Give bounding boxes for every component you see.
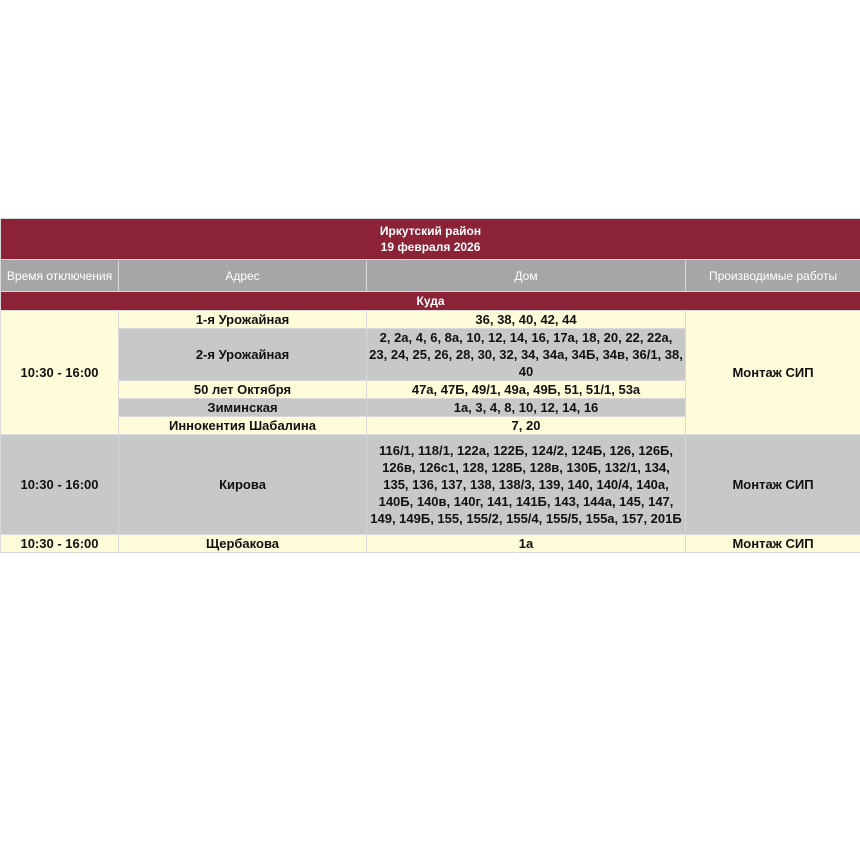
header-works: Производимые работы — [686, 260, 860, 292]
street-cell: 50 лет Октября — [119, 381, 367, 399]
table-row — [1, 535, 860, 553]
houses-cell: 7, 20 — [367, 417, 686, 435]
houses-cell: 1а — [367, 535, 686, 553]
houses-cell: 116/1, 118/1, 122а, 122Б, 124/2, 124Б, 126, 126Б, 126в, 126с1, 128, 128Б, 128в, 130Б, 132/1, 134, 135, 136, 137, 138, 138/3, 139, 140, 140/4, 140а, 140Б, 140в, 140г, 141, 141Б, 143, 144а, 145, 147, 149, 149Б, 155, 155/2, 155/4, 155/5, 155а, 157, 201Б — [367, 435, 686, 535]
table-row — [1, 311, 860, 329]
section-row — [1, 292, 860, 311]
time-cell: 10:30 - 16:00 — [1, 311, 119, 435]
houses-cell: 36, 38, 40, 42, 44 — [367, 311, 686, 329]
header-row — [1, 260, 860, 292]
header-time: Время отключения — [1, 260, 119, 292]
houses-cell: 47а, 47Б, 49/1, 49а, 49Б, 51, 51/1, 53а — [367, 381, 686, 399]
outage-schedule-table — [0, 218, 860, 553]
street-cell: Зиминская — [119, 399, 367, 417]
street-cell: 2-я Урожайная — [119, 329, 367, 381]
works-cell: Монтаж СИП — [686, 535, 860, 553]
time-cell: 10:30 - 16:00 — [1, 535, 119, 553]
works-cell: Монтаж СИП — [686, 311, 860, 435]
street-cell: 1-я Урожайная — [119, 311, 367, 329]
table-row — [1, 435, 860, 535]
houses-cell: 1а, 3, 4, 8, 10, 12, 14, 16 — [367, 399, 686, 417]
title-row — [1, 219, 860, 260]
district-title: Иркутский район — [379, 224, 482, 238]
street-cell: Кирова — [119, 435, 367, 535]
date-title: 19 февраля 2026 — [380, 240, 481, 254]
table-title — [1, 219, 860, 260]
works-cell: Монтаж СИП — [686, 435, 860, 535]
houses-cell: 2, 2а, 4, 6, 8а, 10, 12, 14, 16, 17а, 18, 20, 22, 22а, 23, 24, 25, 26, 28, 30, 32, 34, 34а, 34Б, 34в, 36/1, 38, 40 — [367, 329, 686, 381]
header-address: Адрес — [119, 260, 367, 292]
street-cell: Щербакова — [119, 535, 367, 553]
header-house: Дом — [367, 260, 686, 292]
time-cell: 10:30 - 16:00 — [1, 435, 119, 535]
street-cell: Иннокентия Шабалина — [119, 417, 367, 435]
section-label: Куда — [1, 292, 860, 311]
